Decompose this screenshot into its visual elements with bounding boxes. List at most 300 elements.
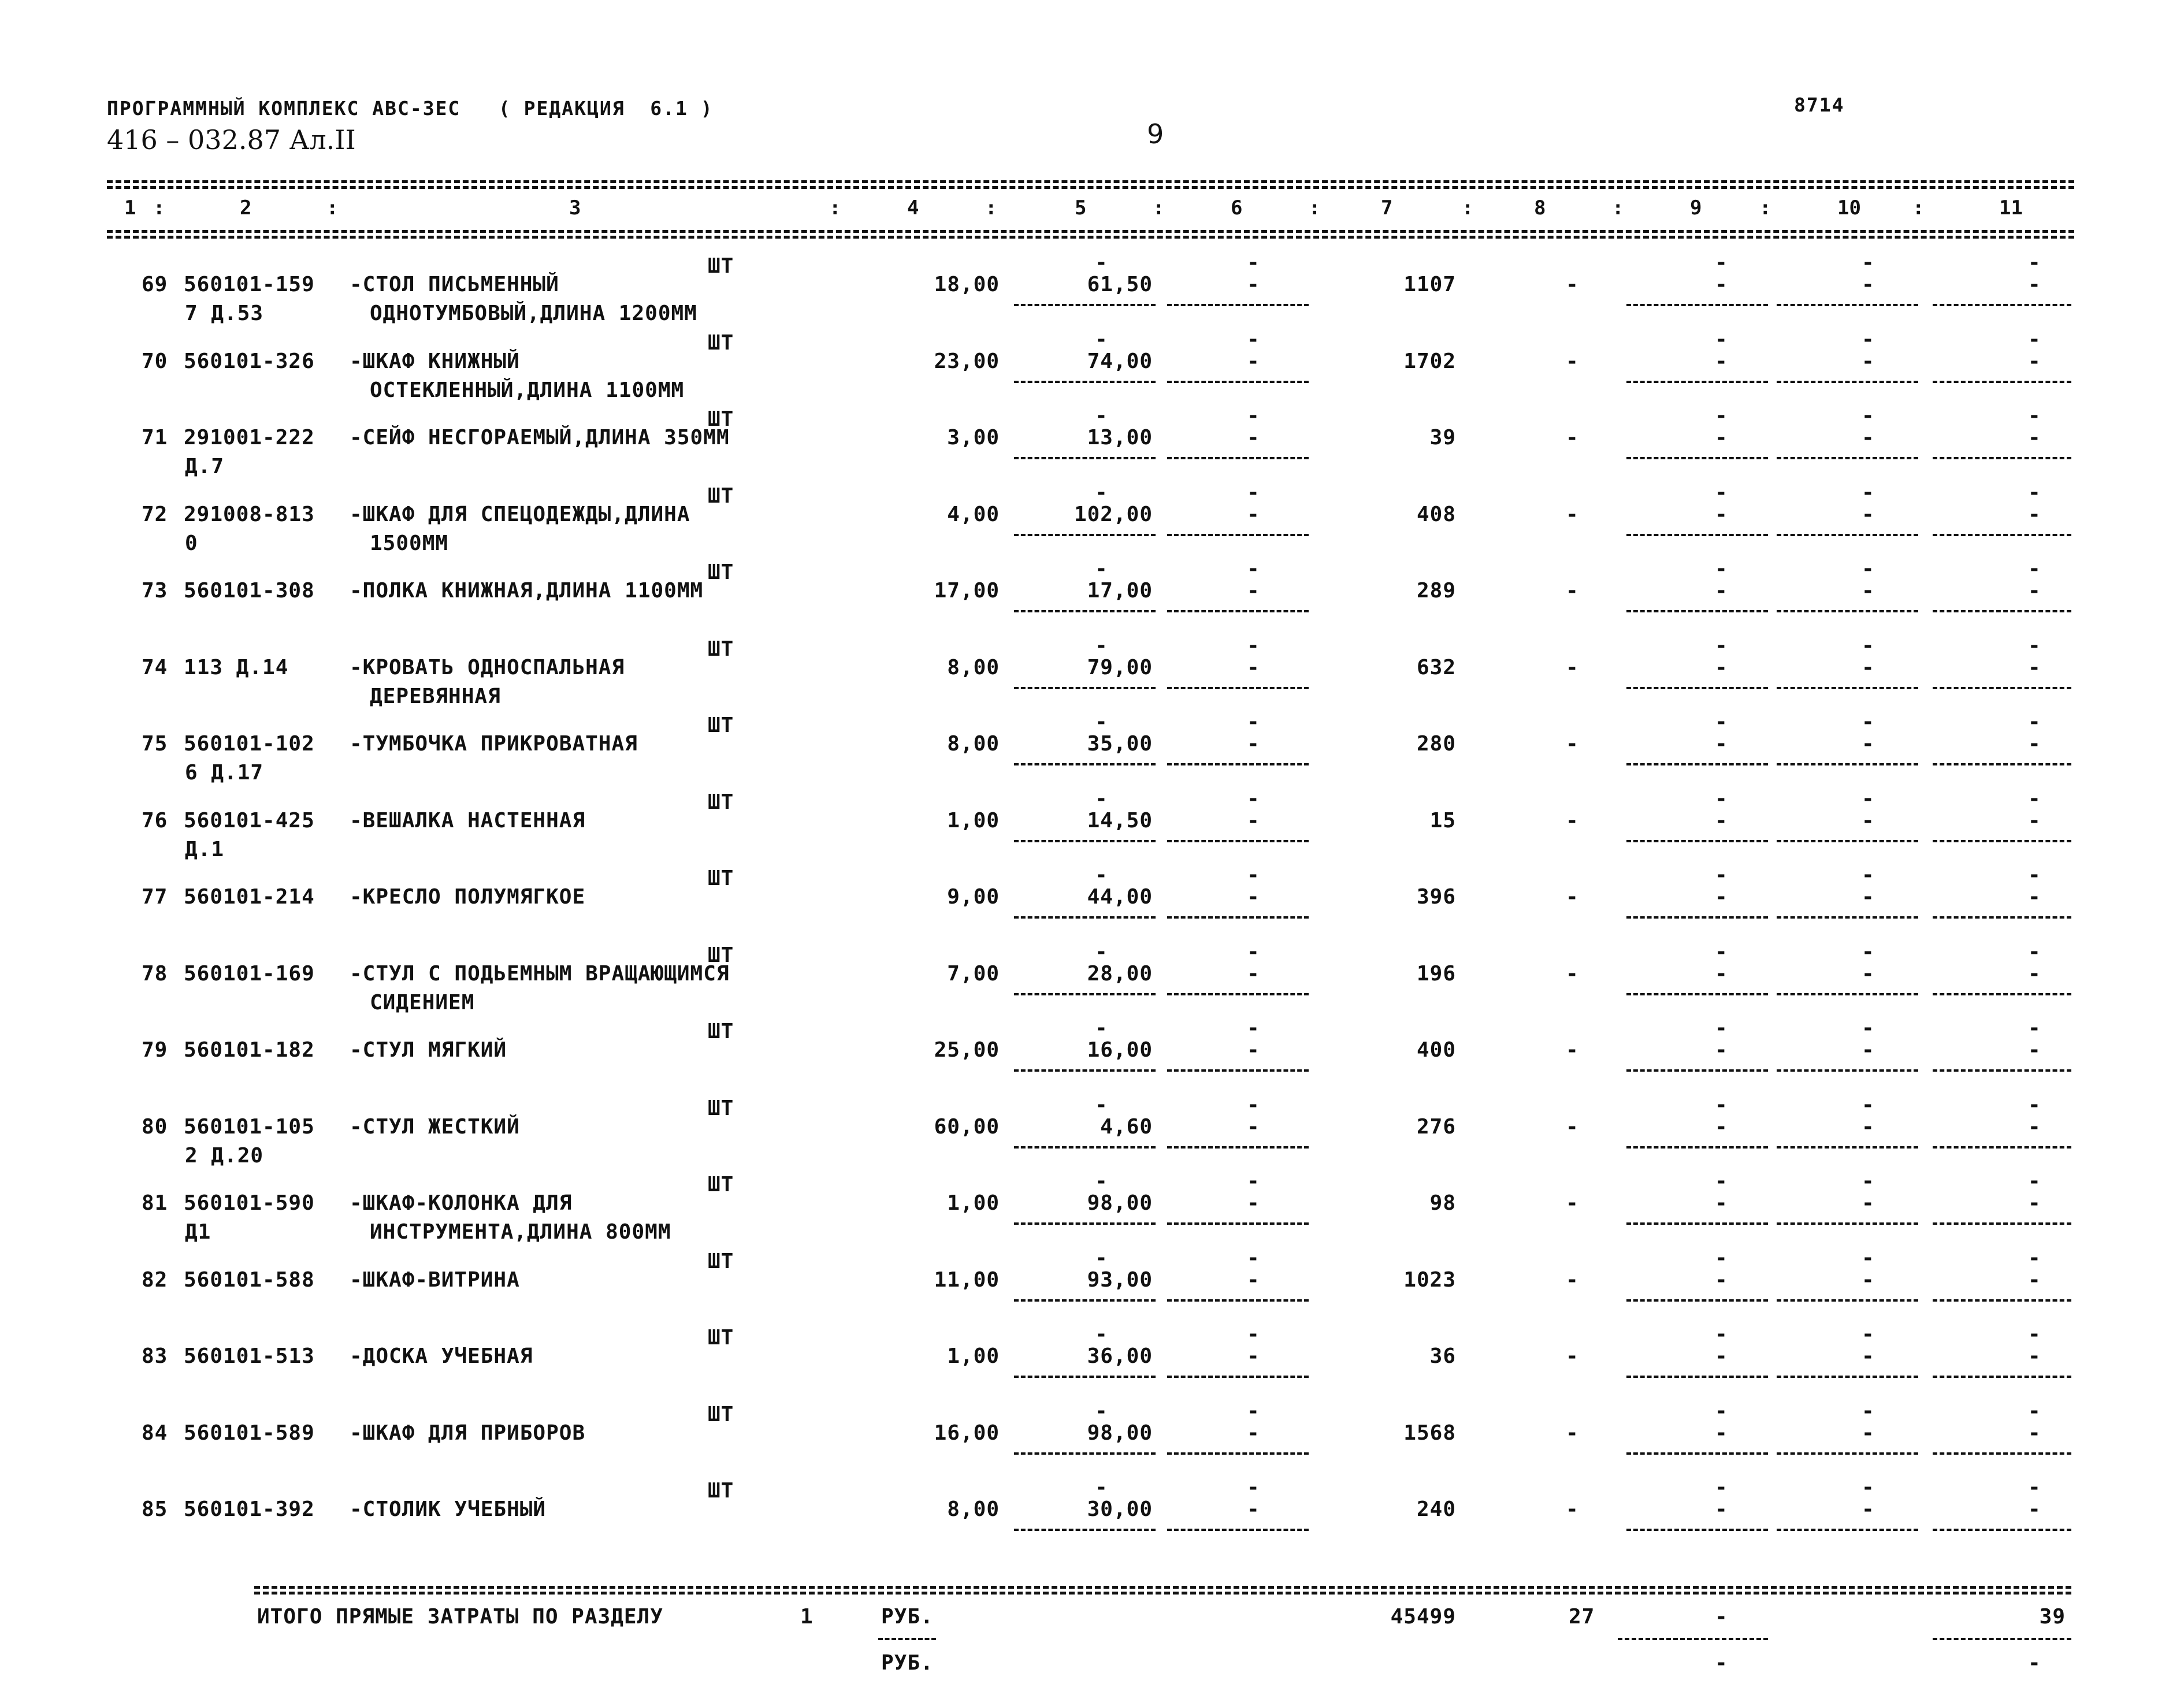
unit-price: 44,00 [1087, 885, 1153, 909]
col10-underline [1777, 1529, 1918, 1531]
total-cost: 276 [1416, 1114, 1456, 1139]
col6-upper-dash: - [1247, 327, 1260, 351]
col8-dash: - [1566, 1038, 1578, 1062]
total-label: ИТОГО ПРЯМЫЕ ЗАТРАТЫ ПО РАЗДЕЛУ [257, 1605, 663, 1629]
row-number: 69 [142, 273, 168, 296]
program-line: ПРОГРАММНЫЙ КОМПЛЕКС АВС-ЗЕС ( РЕДАКЦИЯ 6.1 ) [107, 97, 714, 120]
col6-upper-dash: - [1247, 1322, 1260, 1346]
col11-underline [1933, 1376, 2071, 1378]
col9-underline [1626, 1376, 1768, 1378]
quantity: 17,00 [934, 579, 1000, 603]
unit-label: ШТ [708, 330, 734, 355]
col11-upper-dash: - [2028, 480, 2041, 504]
table-row [0, 939, 2184, 1020]
col5-underline [1014, 534, 1156, 536]
header-rule-top-2 [107, 186, 2074, 189]
total-rule-2 [254, 1592, 2071, 1595]
col6-dash: - [1247, 426, 1260, 449]
col9-upper-dash: - [1715, 939, 1728, 964]
col9-underline [1626, 534, 1768, 536]
col11-upper-dash: - [2028, 786, 2041, 811]
col10-dash: - [1862, 885, 1874, 909]
resource-code: 560101-214 [184, 885, 315, 909]
header-rule-bottom [107, 230, 2074, 233]
col6-dash: - [1247, 502, 1260, 526]
col6-underline [1167, 993, 1309, 995]
quantity: 8,00 [947, 655, 1000, 679]
col9-upper-dash: - [1715, 1092, 1728, 1117]
column-separator: : [985, 196, 997, 220]
resource-code-suffix: 7 Д.53 [185, 302, 264, 325]
col11-dash: - [2028, 1497, 2041, 1521]
col5-underline [1014, 1222, 1156, 1225]
col5-underline [1014, 1529, 1156, 1531]
col6-underline [1167, 1529, 1309, 1531]
col9-upper-dash: - [1715, 863, 1728, 887]
col6-underline [1167, 304, 1309, 306]
total-col11: 39 [2039, 1605, 2066, 1629]
col9-upper-dash: - [1715, 1475, 1728, 1499]
col6-upper-dash: - [1247, 251, 1260, 274]
unit-label: ШТ [708, 1326, 734, 1350]
col9-underline [1626, 610, 1768, 612]
col10-dash: - [1862, 502, 1874, 526]
row-number: 71 [142, 426, 168, 449]
col10-dash: - [1862, 579, 1874, 603]
col10-dash: - [1862, 655, 1874, 679]
col11-upper-dash: - [2028, 1092, 2041, 1117]
item-name: -ШКАФ-ВИТРИНА [350, 1268, 520, 1292]
col10-underline [1777, 304, 1918, 306]
resource-code: 291008-813 [184, 502, 315, 526]
unit-label: ШТ [708, 560, 734, 584]
col10-underline [1777, 916, 1918, 919]
row-number: 75 [142, 732, 168, 756]
unit-price: 98,00 [1087, 1191, 1153, 1215]
col6-dash: - [1247, 1191, 1260, 1215]
col10-dash: - [1862, 1421, 1874, 1445]
col9-underline [1626, 763, 1768, 765]
col11-underline [1933, 304, 2071, 306]
total-col7: 45499 [1390, 1605, 1456, 1629]
unit-price: 16,00 [1087, 1038, 1153, 1062]
column-header-7: 7 [1381, 196, 1393, 220]
col5-underline [1014, 610, 1156, 612]
col11-dash: - [2028, 1038, 2041, 1062]
col6-underline [1167, 1222, 1309, 1225]
col6-dash: - [1247, 1421, 1260, 1445]
unit-label: ШТ [708, 1249, 734, 1273]
col9-upper-dash: - [1715, 710, 1728, 734]
col11-underline [1933, 1452, 2071, 1455]
col11-dash: - [2028, 502, 2041, 526]
col5-upper-dash: - [1095, 404, 1108, 428]
header-rule-top [107, 180, 2074, 183]
header-rule-bottom-2 [107, 236, 2074, 239]
col11-upper-dash: - [2028, 633, 2041, 657]
col8-dash: - [1566, 1497, 1578, 1521]
table-row [0, 557, 2184, 637]
table-row [0, 710, 2184, 790]
col6-upper-dash: - [1247, 1016, 1260, 1040]
col11-upper-dash: - [2028, 327, 2041, 351]
resource-code: 560101-182 [184, 1038, 315, 1062]
col10-upper-dash: - [1862, 1246, 1874, 1270]
col5-underline [1014, 763, 1156, 765]
col8-dash: - [1566, 655, 1578, 679]
total-cost: 1107 [1403, 273, 1456, 296]
col5-upper-dash: - [1095, 1169, 1108, 1193]
item-name: -ТУМБОЧКА ПРИКРОВАТНАЯ [350, 732, 638, 756]
col10-dash: - [1862, 349, 1874, 373]
col6-underline [1167, 687, 1309, 689]
col5-upper-dash: - [1095, 1322, 1108, 1346]
col11-upper-dash: - [2028, 863, 2041, 887]
col6-dash: - [1247, 655, 1260, 679]
col11-underline [1933, 534, 2071, 536]
col6-underline [1167, 840, 1309, 842]
unit-label: ШТ [708, 637, 734, 661]
col6-dash: - [1247, 273, 1260, 296]
resource-code-suffix: 6 Д.17 [185, 761, 264, 785]
unit-price: 98,00 [1087, 1421, 1153, 1445]
table-row [0, 786, 2184, 867]
col9-dash: - [1715, 349, 1728, 373]
item-name: -ШКАФ-КОЛОНКА ДЛЯ [350, 1191, 573, 1215]
col9-upper-dash: - [1715, 633, 1728, 657]
col10-underline [1777, 763, 1918, 765]
col9-underline [1626, 993, 1768, 995]
col11-underline [1933, 381, 2071, 383]
total-cost: 396 [1416, 885, 1456, 909]
col10-upper-dash: - [1862, 1092, 1874, 1117]
quantity: 1,00 [947, 1344, 1000, 1368]
col10-upper-dash: - [1862, 633, 1874, 657]
col10-dash: - [1862, 1114, 1874, 1139]
total-cost: 98 [1429, 1191, 1456, 1215]
unit-label: ШТ [708, 1096, 734, 1120]
column-header-2: 2 [240, 196, 252, 220]
col9-underline [1626, 457, 1768, 459]
resource-code-suffix: 0 [185, 531, 198, 555]
col11-upper-dash: - [2028, 1016, 2041, 1040]
column-separator: : [1153, 196, 1165, 220]
item-name: -СТОЛИК УЧЕБНЫЙ [350, 1497, 547, 1521]
col10-upper-dash: - [1862, 863, 1874, 887]
col9-underline [1626, 1069, 1768, 1072]
quantity: 7,00 [947, 961, 1000, 986]
col6-dash: - [1247, 1038, 1260, 1062]
col10-dash: - [1862, 732, 1874, 756]
col5-upper-dash: - [1095, 1016, 1108, 1040]
col9-dash: - [1715, 426, 1728, 449]
col5-upper-dash: - [1095, 633, 1108, 657]
unit-label: ШТ [708, 1479, 734, 1503]
col5-underline [1014, 687, 1156, 689]
column-separator: : [1612, 196, 1624, 220]
col9-underline [1626, 1529, 1768, 1531]
col9-underline [1626, 381, 1768, 383]
quantity: 60,00 [934, 1114, 1000, 1139]
col10-underline [1777, 1222, 1918, 1225]
quantity: 1,00 [947, 1191, 1000, 1215]
col9-underline [1626, 840, 1768, 842]
col11-dash: - [2028, 426, 2041, 449]
col10-underline [1777, 457, 1918, 459]
table-row [0, 1322, 2184, 1402]
unit-price: 28,00 [1087, 961, 1153, 986]
col6-upper-dash: - [1247, 1169, 1260, 1193]
table-row [0, 1475, 2184, 1555]
col11-underline [1933, 1146, 2071, 1149]
resource-code-suffix: Д.7 [185, 455, 225, 478]
item-name: -КРЕСЛО ПОЛУМЯГКОЕ [350, 885, 586, 909]
col11-upper-dash: - [2028, 1475, 2041, 1499]
col11-dash: - [2028, 349, 2041, 373]
total-cost: 289 [1416, 579, 1456, 603]
column-separator: : [1309, 196, 1321, 220]
unit-price: 13,00 [1087, 426, 1153, 449]
col6-upper-dash: - [1247, 863, 1260, 887]
col5-upper-dash: - [1095, 480, 1108, 504]
col6-dash: - [1247, 1344, 1260, 1368]
total-col8: 27 [1569, 1605, 1595, 1629]
column-header-3: 3 [569, 196, 581, 220]
col9-dash: - [1715, 502, 1728, 526]
row-number: 84 [142, 1421, 168, 1445]
col11-dash: - [2028, 885, 2041, 909]
quantity: 9,00 [947, 885, 1000, 909]
col9-upper-dash: - [1715, 327, 1728, 351]
col11-upper-dash: - [2028, 557, 2041, 581]
resource-code: 560101-392 [184, 1497, 315, 1521]
col5-underline [1014, 840, 1156, 842]
col10-underline [1777, 1299, 1918, 1302]
col8-dash: - [1566, 1421, 1578, 1445]
total-currency-2: РУБ. [881, 1651, 934, 1675]
quantity: 25,00 [934, 1038, 1000, 1062]
item-name: -ШКАФ ДЛЯ СПЕЦОДЕЖДЫ,ДЛИНА [350, 502, 690, 526]
total-currency: РУБ. [881, 1605, 934, 1629]
col6-underline [1167, 534, 1309, 536]
col11-dash: - [2028, 1191, 2041, 1215]
column-header-1: 1 [124, 196, 136, 220]
total-cost: 15 [1429, 808, 1456, 832]
item-name: -КРОВАТЬ ОДНОСПАЛЬНАЯ [350, 655, 625, 679]
col9-dash: - [1715, 1038, 1728, 1062]
resource-code: 560101-513 [184, 1344, 315, 1368]
row-number: 79 [142, 1038, 168, 1062]
total-currency-underline [878, 1638, 936, 1640]
column-separator: : [1462, 196, 1474, 220]
col11-upper-dash: - [2028, 404, 2041, 428]
item-name-continued: ДЕРЕВЯННАЯ [370, 684, 501, 708]
col5-underline [1014, 1069, 1156, 1072]
total-cost: 39 [1429, 426, 1456, 449]
quantity: 23,00 [934, 349, 1000, 373]
col9-dash: - [1715, 579, 1728, 603]
row-number: 72 [142, 502, 168, 526]
total-cost: 240 [1416, 1497, 1456, 1521]
total-cost: 1568 [1403, 1421, 1456, 1445]
table-row [0, 1016, 2184, 1096]
resource-code-suffix: 2 Д.20 [185, 1143, 264, 1168]
col9-dash: - [1715, 732, 1728, 756]
unit-label: ШТ [708, 484, 734, 508]
unit-price: 61,50 [1087, 273, 1153, 296]
col10-underline [1777, 381, 1918, 383]
resource-code: 560101-169 [184, 961, 315, 986]
resource-code: 560101-589 [184, 1421, 315, 1445]
column-header-8: 8 [1534, 196, 1546, 220]
col10-upper-dash: - [1862, 1169, 1874, 1193]
resource-code-suffix: Д1 [185, 1220, 211, 1244]
col8-dash: - [1566, 1268, 1578, 1292]
unit-price: 4,60 [1100, 1114, 1153, 1139]
col5-underline [1014, 1299, 1156, 1302]
resource-code: 560101-588 [184, 1268, 315, 1292]
row-number: 76 [142, 808, 168, 832]
col6-underline [1167, 1299, 1309, 1302]
col8-dash: - [1566, 732, 1578, 756]
unit-label: ШТ [708, 407, 734, 431]
quantity: 4,00 [947, 502, 1000, 526]
col5-upper-dash: - [1095, 327, 1108, 351]
col11-upper-dash: - [2028, 710, 2041, 734]
quantity: 18,00 [934, 273, 1000, 296]
table-row [0, 1399, 2184, 1479]
col6-upper-dash: - [1247, 633, 1260, 657]
col10-upper-dash: - [1862, 710, 1874, 734]
total-cost: 408 [1416, 502, 1456, 526]
col9-underline [1626, 1146, 1768, 1149]
resource-code: 560101-102 [184, 732, 315, 756]
col9-underline [1626, 304, 1768, 306]
col10-upper-dash: - [1862, 480, 1874, 504]
col11-underline [1933, 687, 2071, 689]
col10-upper-dash: - [1862, 1475, 1874, 1499]
column-separator: : [326, 196, 339, 220]
col6-underline [1167, 1452, 1309, 1455]
table-row [0, 1092, 2184, 1173]
col11-underline [1933, 1299, 2071, 1302]
col11-underline [1933, 1529, 2071, 1531]
resource-code: 560101-105 [184, 1114, 315, 1139]
col10-upper-dash: - [1862, 404, 1874, 428]
column-separator: : [1759, 196, 1771, 220]
resource-code: 113 Д.14 [184, 655, 289, 679]
total-col9-dash-2: - [1715, 1651, 1728, 1675]
item-name-continued: ОСТЕКЛЕННЫЙ,ДЛИНА 1100ММ [370, 378, 685, 402]
row-number: 70 [142, 349, 168, 373]
unit-price: 30,00 [1087, 1497, 1153, 1521]
row-number: 77 [142, 885, 168, 909]
col5-upper-dash: - [1095, 251, 1108, 274]
item-name: -СТУЛ МЯГКИЙ [350, 1038, 507, 1062]
col9-dash: - [1715, 961, 1728, 986]
resource-code: 560101-159 [184, 273, 315, 296]
col5-underline [1014, 993, 1156, 995]
col8-dash: - [1566, 1114, 1578, 1139]
col6-dash: - [1247, 579, 1260, 603]
quantity: 8,00 [947, 732, 1000, 756]
column-header-10: 10 [1837, 196, 1861, 220]
col6-upper-dash: - [1247, 710, 1260, 734]
col6-underline [1167, 610, 1309, 612]
col11-underline [1933, 763, 2071, 765]
row-number: 83 [142, 1344, 168, 1368]
total-cost: 1702 [1403, 349, 1456, 373]
col11-dash: - [2028, 1421, 2041, 1445]
unit-label: ШТ [708, 867, 734, 890]
col10-dash: - [1862, 426, 1874, 449]
item-name: -СТУЛ ЖЕСТКИЙ [350, 1114, 520, 1139]
total-cost: 280 [1416, 732, 1456, 756]
total-cost: 36 [1429, 1344, 1456, 1368]
col6-underline [1167, 1376, 1309, 1378]
col10-underline [1777, 1146, 1918, 1149]
col11-dash: - [2028, 1344, 2041, 1368]
table-row [0, 251, 2184, 330]
col10-underline [1777, 993, 1918, 995]
col11-upper-dash: - [2028, 251, 2041, 274]
col6-dash: - [1247, 1268, 1260, 1292]
col11-underline [1933, 840, 2071, 842]
col10-underline [1777, 1452, 1918, 1455]
col6-upper-dash: - [1247, 939, 1260, 964]
quantity: 11,00 [934, 1268, 1000, 1292]
col10-underline [1777, 840, 1918, 842]
col11-upper-dash: - [2028, 1399, 2041, 1423]
col9-underline [1626, 1452, 1768, 1455]
item-name: -ПОЛКА КНИЖНАЯ,ДЛИНА 1100ММ [350, 579, 704, 603]
col9-upper-dash: - [1715, 1399, 1728, 1423]
quantity: 16,00 [934, 1421, 1000, 1445]
item-name-continued: СИДЕНИЕМ [370, 990, 475, 1014]
col11-upper-dash: - [2028, 939, 2041, 964]
col8-dash: - [1566, 808, 1578, 832]
col11-dash: - [2028, 655, 2041, 679]
unit-label: ШТ [708, 1402, 734, 1426]
col10-upper-dash: - [1862, 1016, 1874, 1040]
col6-dash: - [1247, 885, 1260, 909]
item-name: -ВЕШАЛКА НАСТЕННАЯ [350, 808, 586, 832]
col6-underline [1167, 457, 1309, 459]
col11-dash: - [2028, 579, 2041, 603]
unit-label: ШТ [708, 1020, 734, 1043]
col11-underline [1933, 916, 2071, 919]
col11-dash: - [2028, 273, 2041, 296]
unit-label: ШТ [708, 254, 734, 278]
item-name: -ШКАФ ДЛЯ ПРИБОРОВ [350, 1421, 586, 1445]
item-name: -СТОЛ ПИСЬМЕННЫЙ [350, 273, 559, 296]
resource-code: 291001-222 [184, 426, 315, 449]
col9-dash: - [1715, 1497, 1728, 1521]
col10-dash: - [1862, 808, 1874, 832]
unit-label: ШТ [708, 790, 734, 814]
col9-underline [1626, 1299, 1768, 1302]
table-row [0, 863, 2184, 943]
col10-upper-dash: - [1862, 1399, 1874, 1423]
col5-upper-dash: - [1095, 1475, 1108, 1499]
item-name: -СЕЙФ НЕСГОРАЕМЫЙ,ДЛИНА 350ММ [350, 426, 730, 449]
col6-upper-dash: - [1247, 480, 1260, 504]
col11-dash: - [2028, 732, 2041, 756]
col11-underline [1933, 993, 2071, 995]
resource-code: 560101-326 [184, 349, 315, 373]
row-number: 81 [142, 1191, 168, 1215]
col9-underline [1626, 687, 1768, 689]
